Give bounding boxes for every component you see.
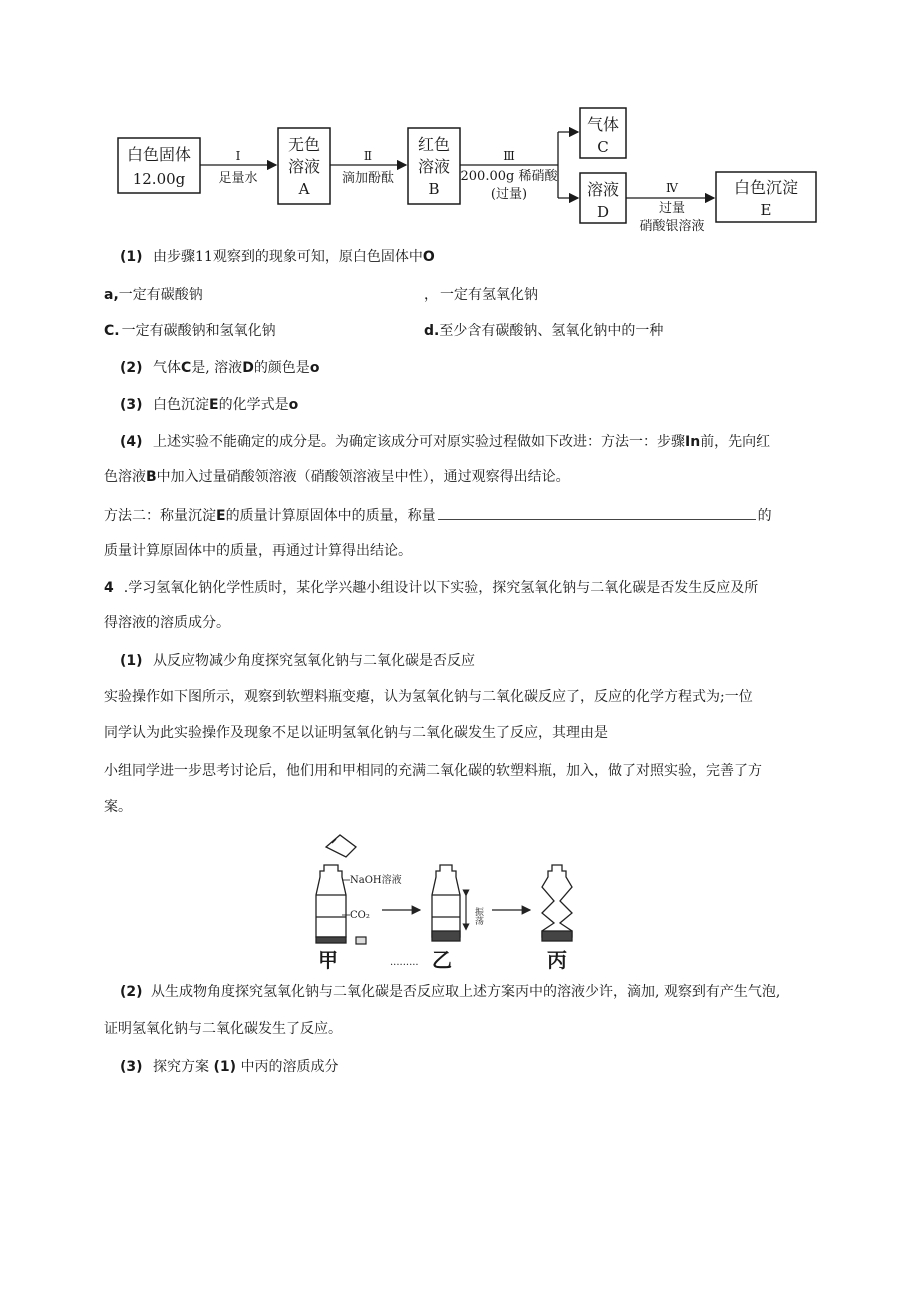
- box-d: [580, 173, 626, 223]
- box-e-line1: 白色沉淀: [733, 178, 799, 197]
- option-a-mark: a,: [104, 287, 119, 303]
- paragraph-line-3: 小组同学进一步思考讨论后，他们用和甲相同的充满二氧化碳的软塑料瓶，加入，做了对照实验，完善了方: [104, 763, 762, 779]
- answer-blank[interactable]: [438, 505, 756, 520]
- option-c-mark: C.: [104, 323, 120, 339]
- m2-letter-e: E: [216, 508, 226, 524]
- problem-4: [104, 578, 758, 598]
- question-1: [120, 247, 435, 267]
- box-a: [278, 128, 330, 204]
- q2-text-1: 气体: [153, 360, 181, 376]
- box-a-line3: A: [298, 180, 310, 198]
- sub-question-2-line2: 证明氢氧化钠与二氧化碳发生了反应。: [104, 1021, 342, 1037]
- s3-text-1: 探究方案: [153, 1059, 209, 1075]
- step3-roman: Ⅲ: [503, 149, 515, 163]
- q2-letter-c: C: [181, 360, 192, 376]
- beaker-icon: [326, 835, 356, 857]
- option-a: [104, 285, 203, 305]
- option-b-mark: ，: [424, 287, 438, 303]
- m2-text-1: 方法二：称量沉淀: [104, 508, 216, 524]
- q3-text-2: 的化学式是: [218, 397, 289, 413]
- q4-text-1: 上述实验不能确定的成分是。为确定该成分可对原实验过程做如下改进：方法一：步骤: [153, 434, 685, 450]
- label-jia: 甲: [318, 948, 338, 972]
- s2-number: (2): [120, 984, 143, 1000]
- option-d: [424, 321, 663, 341]
- q3-letter-e: E: [209, 397, 219, 413]
- box-e: [716, 172, 816, 222]
- paragraph-line-4: 案。: [104, 799, 132, 815]
- bottle-jia: [316, 865, 346, 943]
- s1-text: 从反应物减少角度探究氢氧化钠与二氧化碳是否反应: [153, 653, 475, 669]
- step1-roman: Ⅰ: [235, 149, 241, 163]
- paragraph-line-1: 实验操作如下图所示，观察到软塑料瓶变瘪，认为氢氧化钠与二氧化碳反应了，反应的化学方程式为;一位: [104, 689, 753, 705]
- box-a-line1: 无色: [287, 135, 321, 154]
- box-c: [580, 108, 626, 158]
- box-white-solid: [118, 138, 200, 193]
- bottle-figure: [0, 825, 920, 975]
- label-naoh: NaOH溶液: [350, 875, 402, 886]
- method-2-line2: 质量计算原固体中的质量，再通过计算得出结论。: [104, 543, 412, 559]
- label-yi: 乙: [432, 948, 452, 972]
- q2-text-3: 的颜色是: [253, 360, 310, 376]
- q3-text-1: 白色沉淀: [153, 397, 209, 413]
- question-2: [120, 358, 319, 378]
- q3-tail: o: [288, 397, 299, 413]
- q1-tail: O: [422, 249, 435, 265]
- s1-number: (1): [120, 653, 143, 669]
- label-bing: 丙: [547, 948, 567, 972]
- step-2: [330, 149, 406, 186]
- step4-roman: Ⅳ: [666, 181, 678, 195]
- problem-4-line2: 得溶液的溶质成分。: [104, 615, 230, 631]
- q4-step: In: [685, 434, 701, 450]
- q2-tail: o: [309, 360, 320, 376]
- small-dish-icon: [356, 937, 366, 944]
- option-b: [424, 285, 538, 305]
- step-1: [200, 149, 276, 186]
- step-4: [626, 181, 714, 234]
- step-3: [460, 132, 578, 202]
- q4-line2-b: 中加入过量硝酸领溶液（硝酸领溶液呈中性），通过观察得出结论。: [156, 469, 570, 485]
- box-b-line1: 红色: [417, 135, 451, 154]
- q1-number: (1): [120, 249, 143, 265]
- box-c-line2: C: [597, 138, 609, 156]
- option-a-text: 一定有碳酸钠: [118, 287, 203, 303]
- q2-text-2: 是, 溶液: [191, 360, 243, 376]
- box-d-line2: D: [596, 203, 610, 221]
- box1-line1: 白色固体: [126, 145, 192, 164]
- step1-label: 足量水: [218, 171, 258, 186]
- paragraph-line-2: 同学认为此实验操作及现象不足以证明氢氧化钠与二氧化碳发生了反应，其理由是: [104, 725, 608, 741]
- s3-text-2: 中丙的溶质成分: [240, 1059, 339, 1075]
- p4-text: .学习氢氧化钠化学性质时，某化学兴趣小组设计以下实验，探究氢氧化钠与二氧化碳是否发生反应及所: [123, 580, 759, 596]
- question-4: [120, 432, 770, 452]
- label-shake: 振荡: [473, 907, 483, 925]
- step3-label1: 200.00g 稀硝酸: [460, 169, 558, 184]
- option-c-text: 一定有碳酸钠和氢氧化钠: [121, 323, 276, 339]
- q4-text-2: 前，先向红: [700, 434, 771, 450]
- m2-text-2: 的质量计算原固体中的质量，称量: [225, 508, 436, 524]
- step3-label2: (过量): [490, 187, 528, 202]
- question-3: [120, 395, 298, 415]
- q4-letter-b: B: [146, 469, 157, 485]
- method-2: [104, 505, 772, 526]
- q3-number: (3): [120, 397, 143, 413]
- sub-question-3: [120, 1057, 338, 1077]
- s2-text: 从生成物角度探究氢氧化钠与二氧化碳是否反应取上述方案丙中的溶液少许，滴加, 观察到有产生气泡,: [151, 984, 781, 1000]
- flow-diagram: [0, 0, 920, 240]
- option-c: [104, 321, 276, 341]
- step4-label1: 过量: [658, 201, 686, 216]
- q2-number: (2): [120, 360, 143, 376]
- bottle-bing: [542, 865, 572, 941]
- bottle-yi: [432, 865, 460, 941]
- m2-text-3: 的: [757, 508, 772, 524]
- box-e-line2: E: [760, 201, 772, 219]
- box1-line2: 12.00g: [132, 170, 186, 188]
- box-b-line3: B: [428, 180, 440, 198]
- q1-text: 由步骤11观察到的现象可知，原白色固体中: [153, 249, 423, 265]
- p4-number: 4: [104, 580, 114, 596]
- step2-label: 滴加酚酞: [341, 171, 395, 186]
- label-co2: CO₂: [350, 910, 370, 921]
- question-4-line2: [104, 467, 570, 487]
- option-d-mark: d.: [424, 323, 440, 339]
- step2-roman: Ⅱ: [363, 149, 373, 163]
- option-b-text: 一定有氢氧化钠: [440, 287, 538, 303]
- q4-line2-a: 色溶液: [104, 469, 146, 485]
- sub-question-2: [120, 982, 780, 1002]
- q4-number: (4): [120, 434, 143, 450]
- box-b-line2: 溶液: [417, 157, 451, 176]
- s3-number: (3): [120, 1059, 143, 1075]
- box-c-line1: 气体: [586, 115, 620, 134]
- box-d-line1: 溶液: [586, 180, 620, 199]
- sub-question-1: [120, 651, 475, 671]
- q2-letter-d: D: [242, 360, 254, 376]
- s3-ref: (1): [213, 1059, 236, 1075]
- box-a-line2: 溶液: [287, 157, 321, 176]
- box-b: [408, 128, 460, 204]
- option-d-text: 至少含有碳酸钠、氢氧化钠中的一种: [439, 323, 664, 339]
- step4-label2: 硝酸银溶液: [639, 219, 705, 234]
- label-dots: .........: [390, 957, 419, 968]
